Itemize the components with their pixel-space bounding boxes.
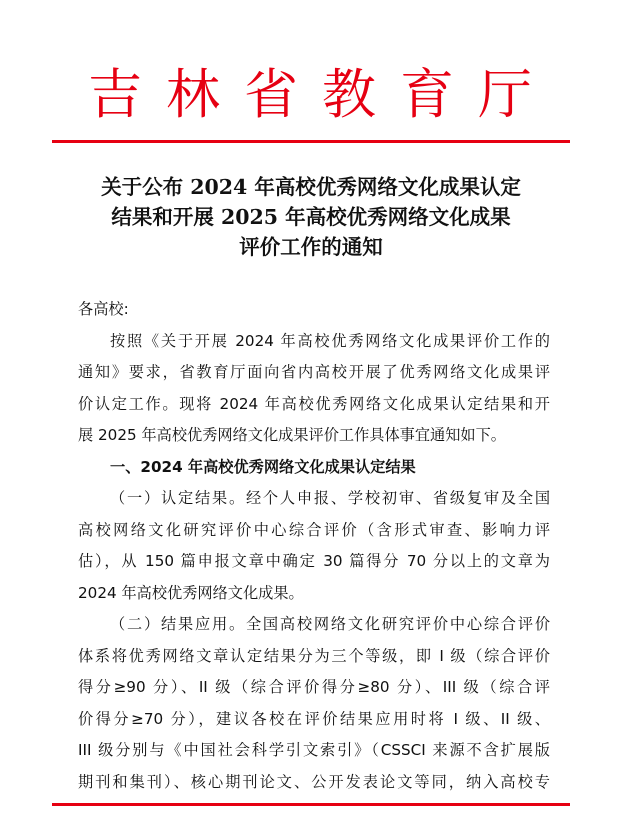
paragraph-line: 得分≥90 分）、II 级（综合评价得分≥80 分）、III 级（综合评 — [78, 678, 550, 696]
salutation: 各高校: — [78, 300, 129, 318]
paragraph-line: （一）认定结果。经个人申报、学校初审、省级复审及全国 — [110, 489, 550, 507]
footer-red-rule — [52, 803, 570, 806]
paragraph-line: （二）结果应用。全国高校网络文化研究评价中心综合评价 — [110, 615, 550, 633]
section-heading: 一、2024 年高校优秀网络文化成果认定结果 — [110, 457, 416, 476]
paragraph-line: 通知》要求，省教育厅面向省内高校开展了优秀网络文化成果评 — [78, 363, 550, 381]
paragraph-line: 2024 年高校优秀网络文化成果。 — [78, 583, 304, 602]
paragraph-line: 估），从 150 篇申报文章中确定 30 篇得分 70 分以上的文章为 — [78, 552, 550, 570]
letterhead — [0, 60, 620, 130]
paragraph-line: 期刊和集刊）、核心期刊论文、公开发表论文等同，纳入高校专 — [78, 772, 550, 791]
paragraph-line: 体系将优秀网络文章认定结果分为三个等级，即 I 级（综合评价 — [78, 646, 550, 665]
paragraph-line: 展 2025 年高校优秀网络文化成果评价工作具体事宜通知如下。 — [78, 426, 506, 444]
org-name: 吉林省教育厅 — [88, 63, 556, 126]
letterhead-red-rule — [52, 140, 570, 143]
paragraph-line: 价得分≥70 分），建议各校在评价结果应用时将 I 级、II 级、 — [78, 709, 550, 728]
title-line: 关于公布 2024 年高校优秀网络文化成果认定 — [101, 175, 521, 199]
document-title — [52, 172, 570, 262]
document-body — [78, 294, 550, 798]
paragraph-line: 高校网络文化研究评价中心综合评价（含形式审查、影响力评 — [78, 520, 550, 539]
title-line: 评价工作的通知 — [239, 235, 383, 259]
title-line: 结果和开展 2025 年高校优秀网络文化成果 — [111, 205, 511, 229]
paragraph-line: 按照《关于开展 2024 年高校优秀网络文化成果评价工作的 — [110, 331, 550, 350]
paragraph-line: 价认定工作。现将 2024 年高校优秀网络文化成果认定结果和开 — [78, 394, 550, 413]
paragraph-line: III 级分别与《中国社会科学引文索引》（CSSCI 来源不含扩展版 — [78, 741, 550, 759]
